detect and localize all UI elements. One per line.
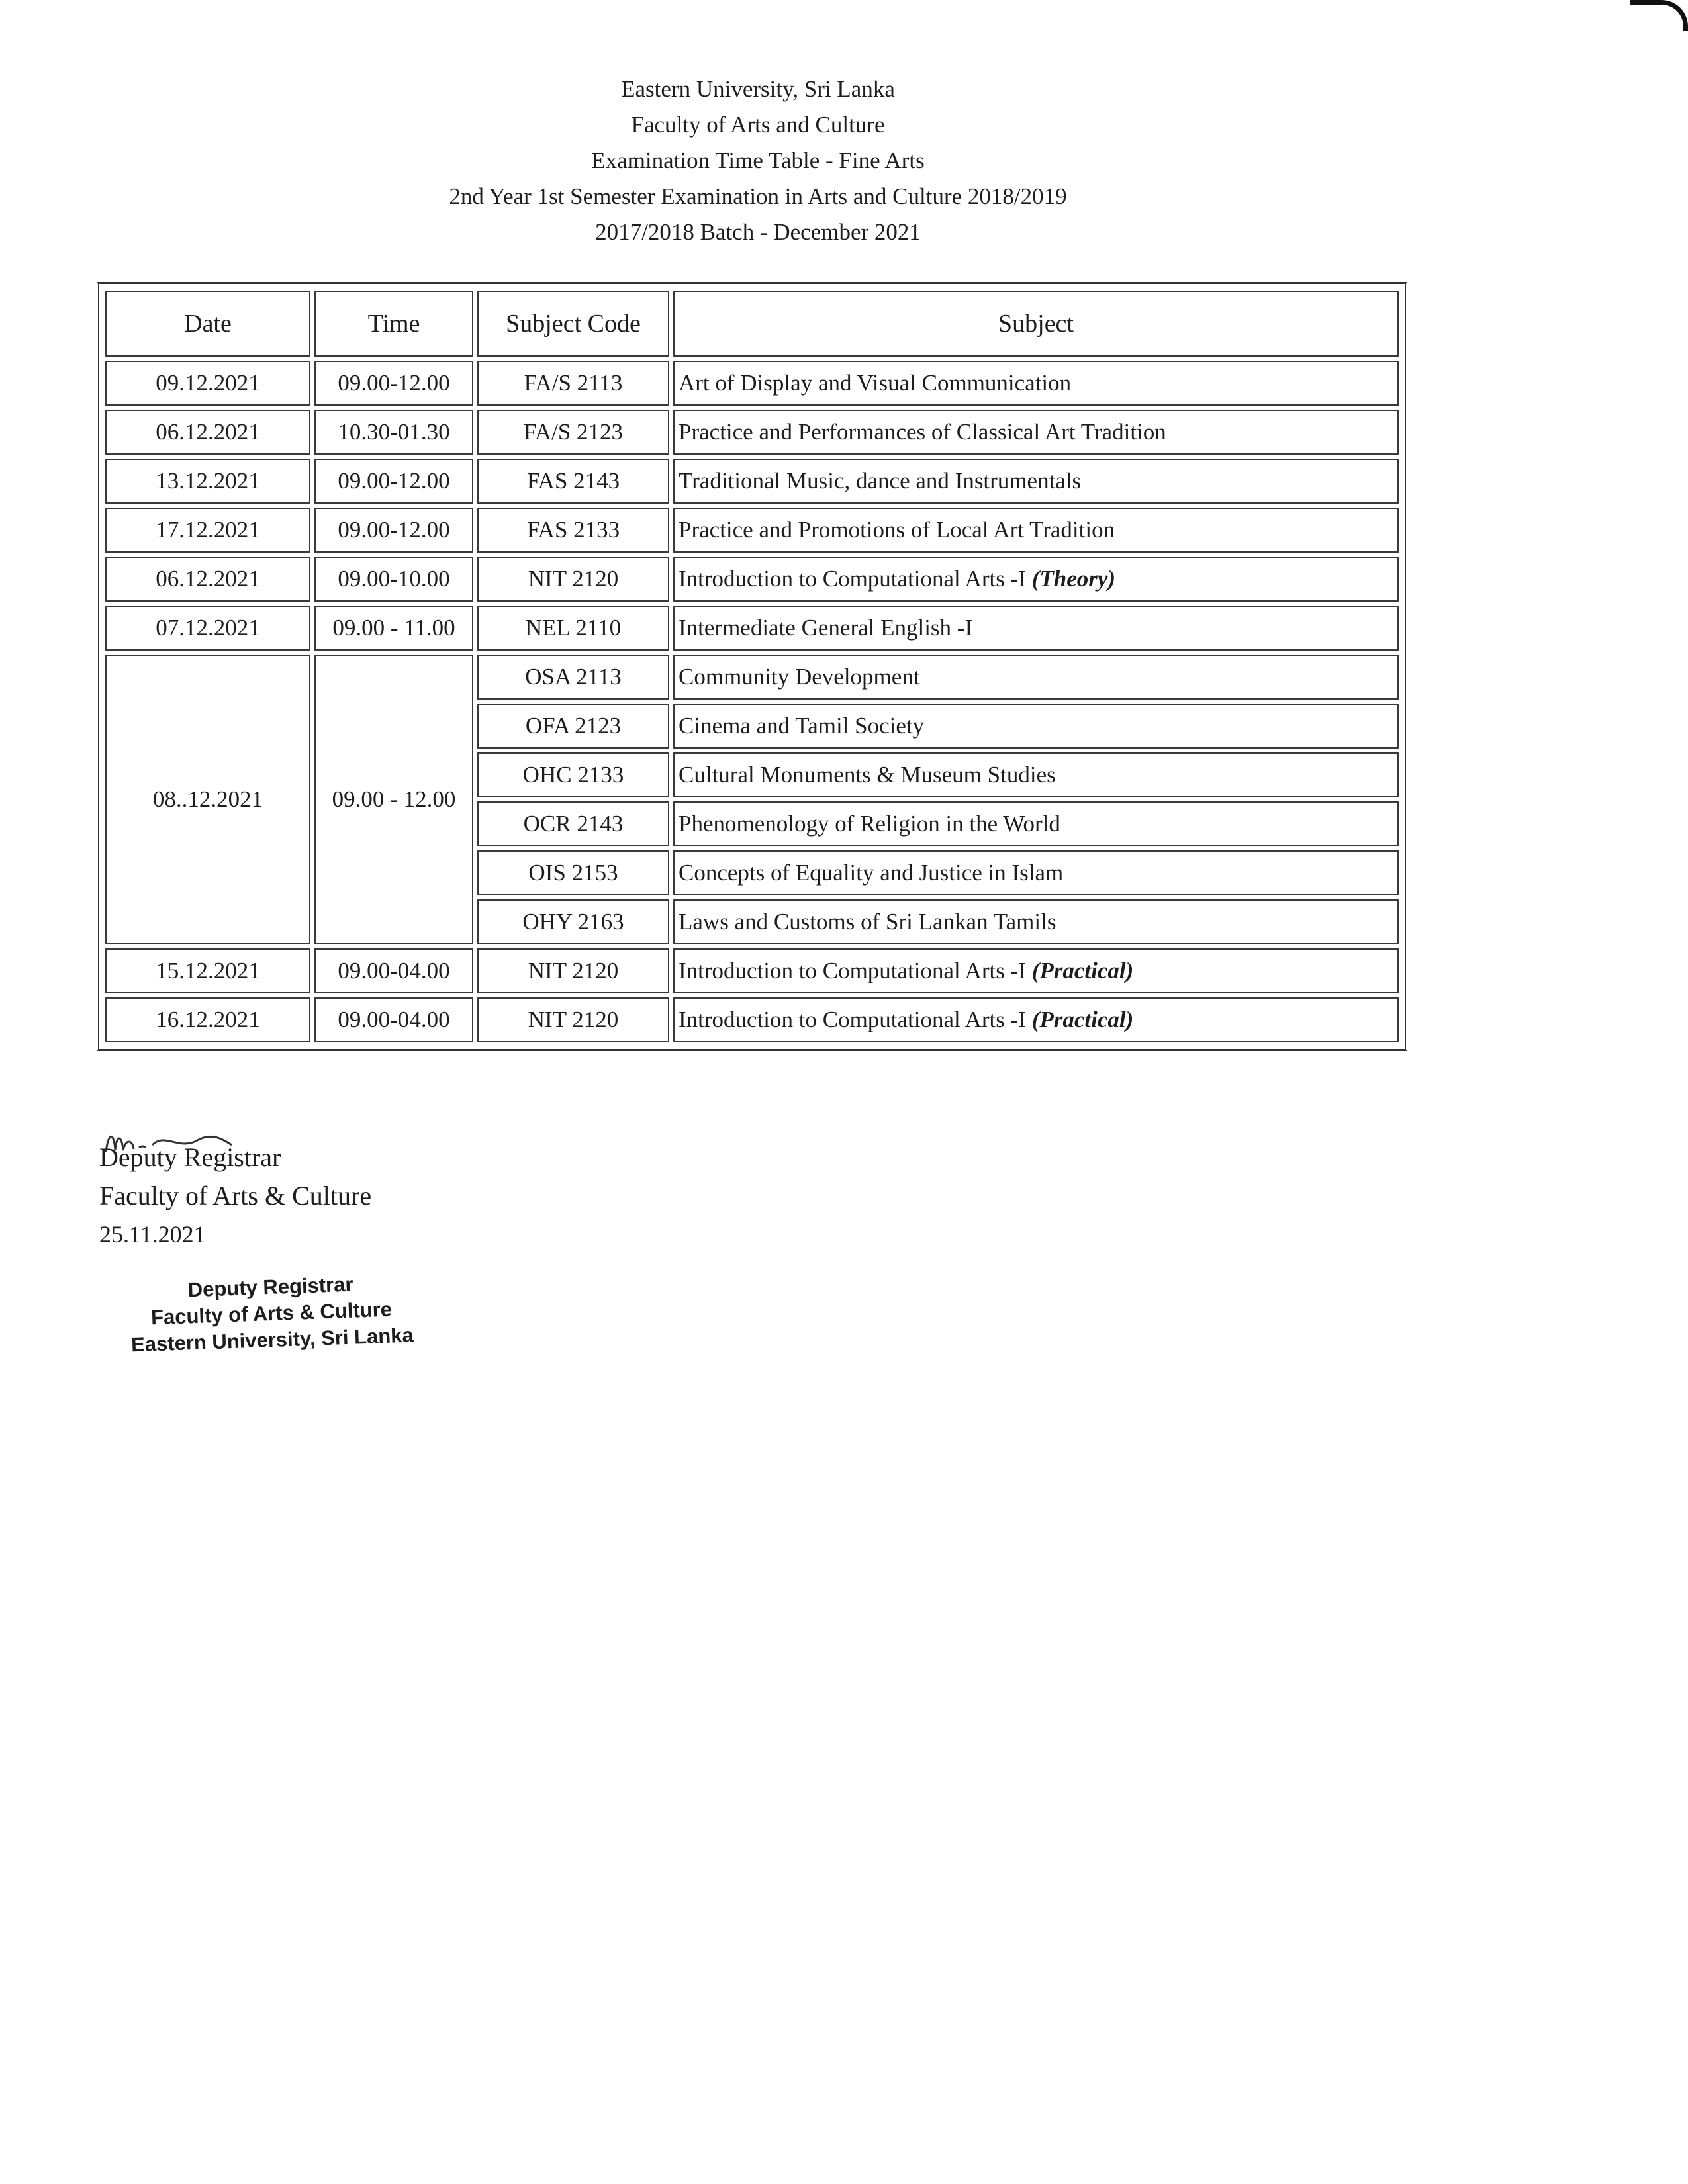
subject-name: Art of Display and Visual Communication xyxy=(679,370,1072,396)
cell-date: 09.12.2021 xyxy=(105,361,310,406)
subject-name: Concepts of Equality and Justice in Islam xyxy=(679,860,1064,886)
cell-subject-code: OFA 2123 xyxy=(477,704,669,749)
cell-date: 06.12.2021 xyxy=(105,410,310,455)
official-stamp xyxy=(105,1268,438,1359)
stamp-line-3: Eastern University, Sri Lanka xyxy=(130,1323,414,1357)
header-subject-code: Subject Code xyxy=(477,291,669,357)
cell-subject xyxy=(673,752,1399,797)
subject-name: Cultural Monuments & Museum Studies xyxy=(679,762,1056,788)
document-heading xyxy=(278,71,1238,250)
cell-time: 09.00-12.00 xyxy=(314,459,473,504)
subject-name: Practice and Promotions of Local Art Tradition xyxy=(679,517,1115,543)
cell-time: 09.00-12.00 xyxy=(314,361,473,406)
subject-name: Phenomenology of Religion in the World xyxy=(679,811,1060,837)
cell-date: 13.12.2021 xyxy=(105,459,310,504)
header-subject: Subject xyxy=(673,291,1399,357)
subject-name: Introduction to Computational Arts -I xyxy=(679,566,1032,592)
cell-subject xyxy=(673,704,1399,749)
cell-subject xyxy=(673,801,1399,846)
signature-block xyxy=(99,1138,371,1253)
cell-subject xyxy=(673,850,1399,895)
cell-subject-code: FA/S 2113 xyxy=(477,361,669,406)
table-header-row xyxy=(105,291,1399,357)
table-row xyxy=(105,361,1399,406)
signatory-title: Deputy Registrar xyxy=(99,1142,281,1172)
subject-name: Intermediate General English -I xyxy=(679,615,973,641)
table-row xyxy=(105,606,1399,651)
cell-date: 16.12.2021 xyxy=(105,997,310,1042)
faculty-name: Faculty of Arts and Culture xyxy=(631,112,885,138)
header-date: Date xyxy=(105,291,310,357)
cell-subject-code: FAS 2133 xyxy=(477,508,669,553)
cell-subject-code: FAS 2143 xyxy=(477,459,669,504)
cell-date: 06.12.2021 xyxy=(105,557,310,602)
header-time: Time xyxy=(314,291,473,357)
subject-name: Community Development xyxy=(679,664,920,690)
stamp-line-1: Deputy Registrar xyxy=(187,1272,354,1302)
subject-name: Introduction to Computational Arts -I xyxy=(679,1007,1032,1032)
subject-mode-note: (Practical) xyxy=(1031,958,1134,983)
cell-time: 09.00-10.00 xyxy=(314,557,473,602)
table-row xyxy=(105,997,1399,1042)
cell-subject-code: FA/S 2123 xyxy=(477,410,669,455)
signature-date: 25.11.2021 xyxy=(99,1221,206,1248)
subject-name: Cinema and Tamil Society xyxy=(679,713,925,739)
cell-subject-code: OCR 2143 xyxy=(477,801,669,846)
batch-info: 2017/2018 Batch - December 2021 xyxy=(595,219,921,245)
cell-subject-code: NIT 2120 xyxy=(477,948,669,993)
cell-subject-code: NIT 2120 xyxy=(477,997,669,1042)
timetable-title: Examination Time Table - Fine Arts xyxy=(591,148,925,173)
subject-name: Laws and Customs of Sri Lankan Tamils xyxy=(679,909,1056,934)
cell-subject xyxy=(673,997,1399,1042)
cell-subject xyxy=(673,410,1399,455)
scan-corner-mark xyxy=(1630,0,1688,31)
table-row xyxy=(105,459,1399,504)
subject-mode-note: (Practical) xyxy=(1031,1007,1134,1032)
cell-subject-code: OHY 2163 xyxy=(477,899,669,944)
signatory-faculty: Faculty of Arts & Culture xyxy=(99,1181,372,1210)
cell-time: 09.00-12.00 xyxy=(314,508,473,553)
cell-subject-code: OSA 2113 xyxy=(477,655,669,700)
cell-date: 08..12.2021 xyxy=(105,655,310,944)
table-row xyxy=(105,508,1399,553)
cell-subject xyxy=(673,459,1399,504)
cell-subject xyxy=(673,606,1399,651)
exam-name: 2nd Year 1st Semester Examination in Arts and Culture 2018/2019 xyxy=(449,183,1067,209)
subject-name: Practice and Performances of Classical Art Tradition xyxy=(679,419,1166,445)
cell-subject xyxy=(673,948,1399,993)
cell-subject-code: OHC 2133 xyxy=(477,752,669,797)
subject-name: Traditional Music, dance and Instrumentals xyxy=(679,468,1082,494)
timetable xyxy=(97,282,1407,1051)
cell-time: 09.00 - 11.00 xyxy=(314,606,473,651)
cell-date: 17.12.2021 xyxy=(105,508,310,553)
subject-mode-note: (Theory) xyxy=(1031,566,1116,592)
subject-name: Introduction to Computational Arts -I xyxy=(679,958,1032,983)
table-row xyxy=(105,557,1399,602)
cell-subject-code: NIT 2120 xyxy=(477,557,669,602)
table-row xyxy=(105,948,1399,993)
cell-time: 09.00-04.00 xyxy=(314,948,473,993)
cell-time: 09.00 - 12.00 xyxy=(314,655,473,944)
cell-time: 10.30-01.30 xyxy=(314,410,473,455)
cell-time: 09.00-04.00 xyxy=(314,997,473,1042)
cell-subject xyxy=(673,361,1399,406)
cell-date: 15.12.2021 xyxy=(105,948,310,993)
university-name: Eastern University, Sri Lanka xyxy=(621,76,895,102)
cell-subject xyxy=(673,557,1399,602)
table-row xyxy=(105,410,1399,455)
cell-subject-code: OIS 2153 xyxy=(477,850,669,895)
cell-subject xyxy=(673,899,1399,944)
timetable-table xyxy=(101,287,1403,1046)
stamp-line-2: Faculty of Arts & Culture xyxy=(150,1297,393,1330)
table-body xyxy=(105,361,1399,1042)
cell-subject-code: NEL 2110 xyxy=(477,606,669,651)
cell-subject xyxy=(673,655,1399,700)
cell-date: 07.12.2021 xyxy=(105,606,310,651)
table-row xyxy=(105,655,1399,700)
cell-subject xyxy=(673,508,1399,553)
